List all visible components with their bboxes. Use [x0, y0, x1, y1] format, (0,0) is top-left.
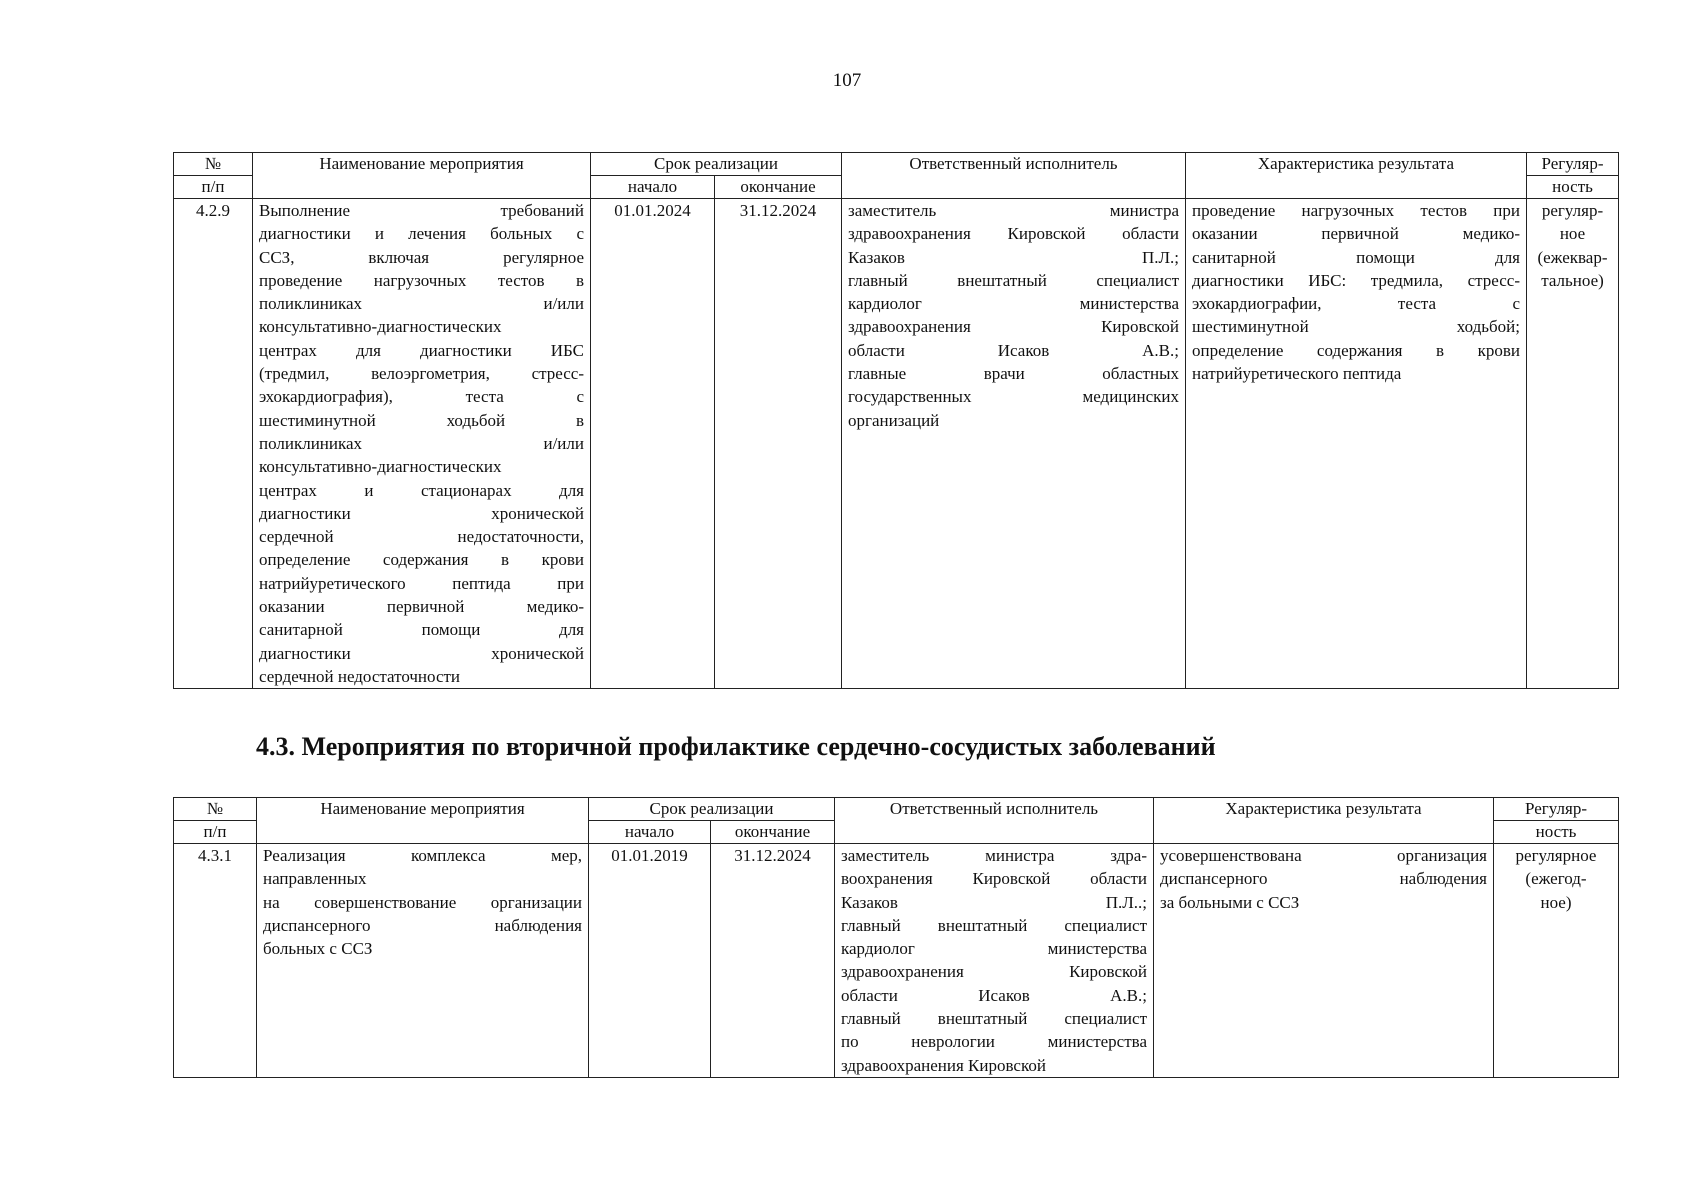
text-line: (тредмил, велоэргометрия, стресс- [259, 364, 584, 384]
text-line: оказании первичной медико- [259, 597, 584, 617]
text-line: диспансерного наблюдения [1160, 869, 1487, 889]
row-number: 4.3.1 [174, 844, 257, 1078]
text-line: здравоохранения Кировской [841, 962, 1147, 982]
text-line: проведение нагрузочных тестов при [1192, 201, 1520, 220]
header-name: Наименование мероприятия [253, 153, 591, 199]
header-term: Срок реализации [589, 798, 835, 821]
text-line: по неврологии министерства [841, 1032, 1147, 1052]
row-result [1154, 844, 1494, 1078]
row-start: 01.01.2024 [591, 199, 715, 689]
text-line: заместитель министра [848, 201, 1179, 220]
header-regularity-2: ность [1494, 821, 1619, 844]
text-line: натрийуретического пептида при [259, 573, 584, 593]
row-start: 01.01.2019 [589, 844, 711, 1078]
header-number: № [174, 153, 253, 176]
table-row [174, 199, 1619, 689]
text-line: главный внештатный специалист [841, 1009, 1147, 1029]
text-line: главный внештатный специалист [841, 915, 1147, 935]
text-line: (ежегод- [1525, 869, 1587, 889]
header-responsible: Ответственный исполнитель [835, 798, 1154, 844]
section-title: 4.3. Мероприятия по вторичной профилактике сердечно-сосудистых заболеваний [256, 732, 1216, 761]
header-end: окончание [715, 176, 842, 199]
row-result [1186, 199, 1527, 689]
text-line: государственных медицинских [848, 387, 1179, 407]
header-result: Характеристика результата [1186, 153, 1527, 199]
text-line: здравоохранения Кировской [841, 1055, 1046, 1075]
text-line: области Исаков А.В.; [841, 985, 1147, 1005]
text-line: эхокардиография), теста с [259, 387, 584, 407]
text-line: (ежеквар- [1537, 247, 1608, 267]
header-start: начало [589, 821, 711, 844]
header-regularity: Регуляр- [1527, 153, 1619, 176]
header-result: Характеристика результата [1154, 798, 1494, 844]
text-line: консультативно-диагностических [259, 317, 502, 337]
text-line: здравоохранения Кировской области [848, 224, 1179, 244]
text-line: ное) [1540, 892, 1572, 912]
row-regularity [1494, 844, 1619, 1078]
measures-table-4-2 [173, 152, 1619, 689]
text-line: больных с ССЗ [263, 939, 373, 959]
text-line: Выполнение требований [259, 201, 584, 220]
text-line: эхокардиографии, теста с [1192, 294, 1520, 314]
header-row [174, 798, 1619, 821]
row-regularity [1527, 199, 1619, 689]
text-line: заместитель министра здра- [841, 846, 1147, 865]
text-line: области Исаков А.В.; [848, 340, 1179, 360]
header-end: окончание [711, 821, 835, 844]
text-line: усовершенствована организация [1160, 846, 1487, 865]
header-start: начало [591, 176, 715, 199]
text-line: за больными с ССЗ [1160, 892, 1300, 912]
text-line: сердечной недостаточности, [259, 527, 584, 547]
header-term: Срок реализации [591, 153, 842, 176]
text-line: тальное) [1541, 270, 1604, 290]
header-number-2: п/п [174, 176, 253, 199]
text-line: кардиолог министерства [848, 294, 1179, 314]
text-line: центрах и стационарах для [259, 480, 584, 500]
row-end: 31.12.2024 [715, 199, 842, 689]
text-line: оказании первичной медико- [1192, 224, 1520, 244]
text-line: здравоохранения Кировской [848, 317, 1179, 337]
text-line: на совершенствование организации [263, 892, 582, 912]
text-line: Казаков П.Л..; [841, 892, 1147, 912]
text-line: санитарной помощи для [1192, 247, 1520, 267]
text-line: сердечной недостаточности [259, 666, 461, 686]
row-name [253, 199, 591, 689]
page-number: 107 [832, 70, 862, 91]
text-line: диагностики ИБС: тредмила, стресс- [1192, 270, 1520, 290]
row-end: 31.12.2024 [711, 844, 835, 1078]
text-line: поликлиниках и/или [259, 294, 584, 314]
header-row [174, 153, 1619, 176]
text-line: санитарной помощи для [259, 620, 584, 640]
text-line: консультативно-диагностических [259, 457, 502, 477]
text-line: главные врачи областных [848, 364, 1179, 384]
text-line: центрах для диагностики ИБС [259, 340, 584, 360]
text-line: главный внештатный специалист [848, 270, 1179, 290]
text-line: направленных [263, 869, 367, 889]
text-line: проведение нагрузочных тестов в [259, 270, 584, 290]
text-line: определение содержания в крови [1192, 340, 1520, 360]
header-responsible: Ответственный исполнитель [842, 153, 1186, 199]
header-number: № [174, 798, 257, 821]
text-line: определение содержания в крови [259, 550, 584, 570]
text-line: диагностики хронической [259, 503, 584, 523]
text-line: ССЗ, включая регулярное [259, 247, 584, 267]
text-line: диагностики хронической [259, 643, 584, 663]
text-line: шестиминутной ходьбой в [259, 410, 584, 430]
row-number: 4.2.9 [174, 199, 253, 689]
text-line: ное [1559, 224, 1586, 244]
text-line: натрийуретического пептида [1192, 364, 1402, 384]
text-line: воохранения Кировской области [841, 869, 1147, 889]
text-line: диспансерного наблюдения [263, 915, 582, 935]
table-row [174, 844, 1619, 1078]
text-line: Реализация комплекса мер, [263, 846, 582, 865]
header-number-2: п/п [174, 821, 257, 844]
header-regularity-2: ность [1527, 176, 1619, 199]
text-line: регулярное [1515, 846, 1597, 865]
text-line: организаций [848, 410, 940, 430]
row-responsible [842, 199, 1186, 689]
row-name [257, 844, 589, 1078]
measures-table-4-3 [173, 797, 1619, 1078]
text-line: диагностики и лечения больных с [259, 224, 584, 244]
header-regularity: Регуляр- [1494, 798, 1619, 821]
header-name: Наименование мероприятия [257, 798, 589, 844]
text-line: шестиминутной ходьбой; [1192, 317, 1520, 337]
text-line: Казаков П.Л.; [848, 247, 1179, 267]
text-line: кардиолог министерства [841, 939, 1147, 959]
text-line: регуляр- [1541, 201, 1604, 220]
text-line: поликлиниках и/или [259, 433, 584, 453]
row-responsible [835, 844, 1154, 1078]
